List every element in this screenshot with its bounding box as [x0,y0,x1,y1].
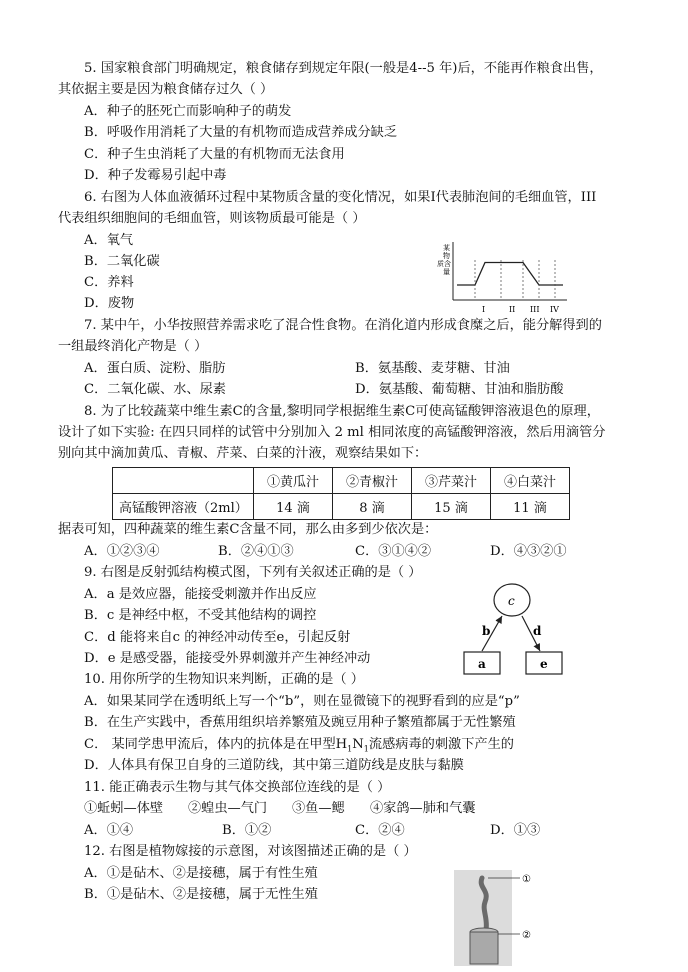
q5-option-c: C．种子生虫消耗了大量的有机物而无法食用 [84,147,345,162]
table-cell-cucumber: 14 滴 [254,494,333,520]
q6-option-c: C．养料 [84,275,134,290]
q8-option-a: A．①②③④ [84,544,160,559]
q5-option-a: A．种子的胚死亡而影响种子的萌发 [84,104,292,119]
q11-item-4: ④家鸽—肺和气囊 [370,801,476,816]
table-header-row [113,468,570,494]
q5-option-d: D．种子发霉易引起中毒 [84,168,227,183]
table-header-celery: ③芹菜汁 [412,468,491,494]
q8-option-c: C．③①④② [355,544,432,559]
table-header-cabbage: ④白菜汁 [491,468,570,494]
q6-option-b: B．二氧化碳 [84,254,160,269]
grafting-figure [452,868,540,968]
q9-option-b: B．c 是神经中枢，不受其他结构的调控 [84,608,317,623]
label-1: ① [522,874,531,885]
table-header-pepper: ②青椒汁 [333,468,412,494]
q11-item-3: ③鱼—鳃 [292,801,345,816]
node-c-label: c [508,594,515,608]
q10-option-a: A．如果某同学在透明纸上写一个“b”，则在显微镜下的视野看到的应是“p” [84,694,520,709]
q9-option-d: D．e 是感受器，能接受外界刺激并产生神经冲动 [84,651,371,666]
q11-stem: 11. 能正确表示生物与其气体交换部位连线的是（ ） [84,780,391,795]
stock-trunk [470,932,498,964]
segment-dividers [475,260,555,300]
q6-option-a: A．氧气 [84,233,134,248]
table-header-empty [113,468,254,494]
q10-option-d: D．人体具有保卫自身的三道防线，其中第三道防线是皮肤与黏膜 [84,758,464,773]
figure-ylabel: 某物质含量 [437,244,451,276]
q9-option-a: A．a 是效应器，能接受刺激并作出反应 [84,587,317,602]
q10-option-c-text: C． 某同学患甲流后，体内的抗体是在甲型H [84,737,348,752]
q8-stem-line4: 据表可知，四种蔬菜的维生素C含量不同，那么由多到少依次是： [58,522,438,537]
q11-option-b: B．①② [222,823,272,838]
x-label-ii: II [509,305,516,314]
table-row-label: 高锰酸钾溶液（2ml） [113,494,254,520]
q5-stem-line1: 5. 国家粮食部门明确规定，粮食储存到规定年限(一般是4--5 年)后，不能再作粮食出售， [84,61,603,76]
substance-curve [457,263,563,286]
table-row [113,494,570,520]
experiment-table [112,467,570,520]
q11-option-c: C．②④ [355,823,405,838]
label-e: e [540,657,548,671]
q11-option-d: D．①③ [490,823,541,838]
q7-stem-line2: 一组最终消化产物是（ ） [58,339,208,354]
q10-option-b: B．在生产实践中，香蕉用组织培养繁殖及豌豆用种子繁殖都属于无性繁殖 [84,715,516,730]
q10-stem: 10. 用你所学的生物知识来判断，正确的是（ ） [84,672,364,687]
q12-stem: 12. 右图是植物嫁接的示意图，对该图描述正确的是（ ） [84,844,417,859]
table-cell-cabbage: 11 滴 [491,494,570,520]
q5-stem-line2: 其依据主要是因为粮食储存过久（ ） [58,82,274,97]
q10-option-c-sub1: 1 [347,744,353,754]
q6-stem-line1: 6. 右图为人体血液循环过程中某物质含量的变化情况，如果I代表肺泡间的毛细血管，III [84,190,597,205]
label-a: a [478,657,486,671]
q7-option-a: A．蛋白质、淀粉、脂肪 [84,361,226,376]
label-b: b [482,624,491,638]
x-label-iv: IV [550,305,559,314]
table-header-cucumber: ①黄瓜汁 [254,468,333,494]
q8-stem-line3: 别向其中滴加黄瓜、青椒、芹菜、白菜的汁液，观察结果如下： [58,446,428,461]
q8-option-b: B．②④①③ [218,544,294,559]
q9-stem: 9. 右图是反射弧结构模式图，下列有关叙述正确的是（ ） [84,565,422,580]
q10-option-c-sub2: 1 [363,744,369,754]
q11-option-a: A．①④ [84,823,134,838]
q11-item-1: ①蚯蚓—体壁 [84,801,164,816]
q7-option-d: D．氨基酸、葡萄糖、甘油和脂肪酸 [355,382,564,397]
q11-item-2: ②蝗虫—气门 [188,801,268,816]
x-label-i: I [482,305,486,314]
q10-option-c-mid: N [352,737,364,752]
reflex-arc-figure [460,578,570,678]
substance-level-figure [435,238,573,318]
q12-option-b: B．①是砧木、②是接穗，属于无性生殖 [84,887,318,902]
q9-option-c: C．d 能将来自c 的神经冲动传至e，引起反射 [84,630,351,645]
label-d: d [533,624,542,638]
q6-option-d: D．废物 [84,296,135,311]
q10-option-c-tail: 流感病毒的刺激下产生的 [368,737,514,752]
x-label-iii: III [530,305,540,314]
q7-stem-line1: 7. 某中午，小华按照营养需求吃了混合性食物。在消化道内形成食糜之后，能分解得到的 [84,318,602,333]
q8-option-d: D．④③②① [490,544,567,559]
q8-stem-line1: 8. 为了比较蔬菜中维生素C的含量,黎明同学根据维生素C可使高锰酸钾溶液退色的原理， [84,404,600,419]
label-2: ② [522,930,531,941]
table-cell-celery: 15 滴 [412,494,491,520]
q8-stem-line2: 设计了如下实验: 在四只同样的试管中分别加入 2 ml 相同浓度的高锰酸钾溶液，然后用滴管分 [58,425,606,440]
q6-stem-line2: 代表组织细胞间的毛细血管，则该物质最可能是（ ） [58,211,366,226]
q7-option-c: C．二氧化碳、水、尿素 [84,382,226,397]
table-cell-pepper: 8 滴 [333,494,412,520]
q5-option-b: B．呼吸作用消耗了大量的有机物而造成营养成分缺乏 [84,125,398,140]
q7-option-b: B．氨基酸、麦芽糖、甘油 [355,361,510,376]
q10-option-c [84,736,514,759]
q12-option-a: A．①是砧木、②是接穗，属于有性生殖 [84,866,318,881]
